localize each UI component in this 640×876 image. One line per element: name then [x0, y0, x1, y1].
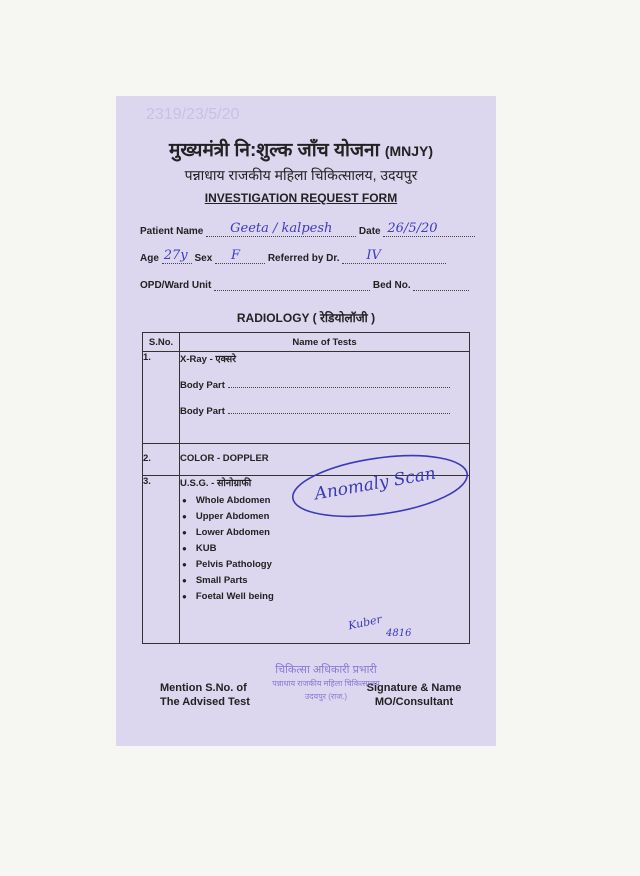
referred-value: IV: [366, 248, 381, 263]
stamp-line-3: उदयपुर (राज.): [304, 692, 348, 701]
row-sno: 2.: [143, 444, 180, 476]
list-item: ● Pelvis Pathology: [180, 559, 469, 570]
patient-name-row: [140, 221, 475, 237]
patient-name-field[interactable]: [206, 221, 356, 237]
section-title: RADIOLOGY ( रेडियोलॉजी ): [236, 311, 376, 325]
stamp-line-1: चिकित्सा अधिकारी प्रभारी: [275, 664, 377, 676]
stamp-line-2: पन्नाधाय राजकीय महिला चिकित्सालय: [272, 679, 380, 688]
body-part-line[interactable]: [180, 379, 469, 391]
official-stamp: [256, 664, 396, 703]
list-item: ● Whole Abdomen: [180, 495, 469, 506]
opd-row: [140, 279, 469, 291]
doctor-initials: Kuber: [347, 612, 383, 633]
bed-field[interactable]: [413, 279, 469, 291]
age-value: 27y: [163, 248, 188, 263]
col-header-sno: S.No.: [143, 333, 180, 352]
date-value: 26/5/20: [387, 221, 438, 236]
patient-name-label: Patient Name: [140, 226, 204, 237]
body-part-line[interactable]: [180, 405, 469, 417]
sex-field[interactable]: [215, 248, 265, 264]
row-sno: 1.: [143, 352, 180, 444]
initials-number: 4816: [386, 628, 412, 639]
patient-name-value: Geeta / kalpesh: [230, 221, 333, 236]
mention-sno: [160, 681, 250, 709]
referred-label: Referred by Dr.: [267, 253, 340, 264]
list-item: ● Lower Abdomen: [180, 527, 469, 538]
referred-field[interactable]: [342, 248, 446, 264]
scheme-title: [136, 136, 466, 162]
mention-line-1: Mention S.No. of: [160, 682, 247, 694]
scheme-title-hindi: मुख्यमंत्री नि:शुल्क जाँच योजना: [168, 140, 380, 161]
xray-label: X-Ray - एक्सरे: [180, 354, 237, 365]
row-xray: [180, 352, 470, 444]
date-label: Date: [358, 226, 381, 237]
signature-line-1: Signature & Name: [366, 682, 462, 694]
age-label: Age: [140, 253, 159, 264]
list-item: ● Upper Abdomen: [180, 511, 469, 522]
opd-field[interactable]: [214, 279, 370, 291]
usg-label: U.S.G. - सोनोग्राफी: [180, 478, 252, 489]
age-field[interactable]: [162, 248, 192, 264]
faint-imprint-number: 2319/23/5/20: [146, 106, 240, 123]
sex-label: Sex: [194, 253, 213, 264]
body-part-label: Body Part: [180, 406, 225, 417]
opd-label: OPD/Ward Unit: [140, 280, 212, 291]
date-field[interactable]: [383, 221, 475, 237]
col-header-tests: Name of Tests: [180, 333, 470, 352]
row-sno: 3.: [143, 476, 180, 644]
bed-label: Bed No.: [372, 280, 411, 291]
body-part-label: Body Part: [180, 380, 225, 391]
form-title: INVESTIGATION REQUEST FORM: [204, 191, 398, 205]
mention-line-2: The Advised Test: [160, 696, 250, 708]
row-color-doppler: COLOR - DOPPLER: [180, 444, 470, 476]
handwritten-annotation: Anomaly Scan: [313, 463, 438, 505]
table-row: [143, 352, 470, 444]
investigation-request-form: [116, 96, 496, 746]
list-item: ● Foetal Well being: [180, 591, 469, 602]
list-item: ● Small Parts: [180, 575, 469, 586]
scheme-code: (MNJY): [384, 143, 434, 159]
sex-value: F: [231, 248, 241, 263]
list-item: ● KUB: [180, 543, 469, 554]
age-sex-row: [140, 248, 446, 264]
signature-line-2: MO/Consultant: [374, 696, 454, 708]
hospital-name: पन्नाधाय राजकीय महिला चिकित्सालय, उदयपुर: [184, 167, 418, 183]
